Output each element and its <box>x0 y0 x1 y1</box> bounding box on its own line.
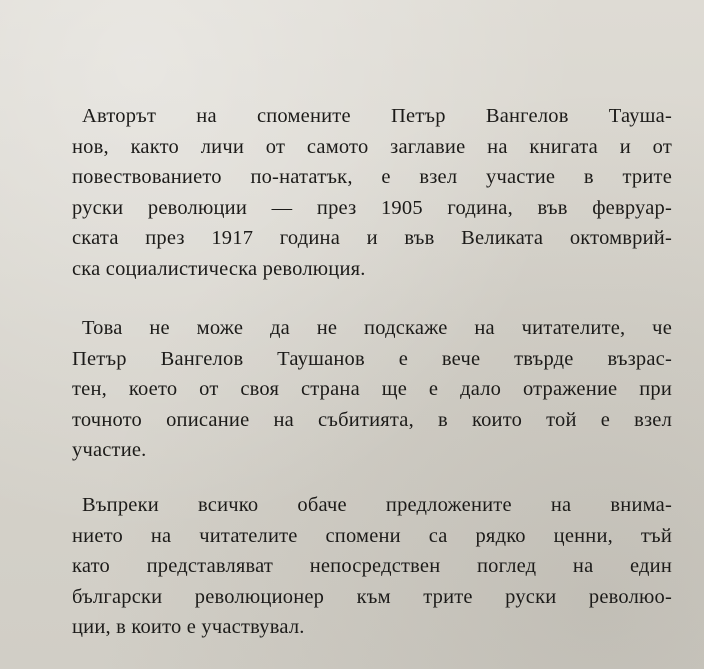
text-line: Това не може да не подскаже на читателите, че <box>82 317 672 339</box>
paragraph-2 <box>72 313 672 466</box>
text-line: български революционер към трите руски революо- <box>72 585 672 608</box>
paragraph-3 <box>72 490 672 643</box>
text-line: ции, в които е участвувал. <box>72 616 305 638</box>
text-line: ската през 1917 година и във Великата октомврий- <box>72 227 672 249</box>
text-line: Въпреки всичко обаче предложените на внима- <box>82 494 672 516</box>
text-line: Авторът на спомените Петър Вангелов Тауша- <box>82 105 672 127</box>
text-line: като представляват непосредствен поглед на един <box>72 555 672 577</box>
text-line: тен, което от своя страна ще е дало отражение при <box>72 378 672 400</box>
text-line: нието на читателите спомени са рядко ценни, тъй <box>72 524 672 547</box>
text-line: точното описание на събитията, в които той е взел <box>72 408 672 431</box>
paragraph-1 <box>72 101 672 284</box>
text-line: руски революции — през 1905 година, във февруар- <box>72 196 672 219</box>
text-line: повествованието по-нататък, е взел участие в трите <box>72 166 672 188</box>
text-line: нов, както личи от самото заглавие на книгата и от <box>72 135 672 158</box>
text-line: участие. <box>72 439 147 461</box>
text-line: ска социалистическа революция. <box>72 257 366 280</box>
text-line: Петър Вангелов Таушанов е вече твърде възрас- <box>72 347 672 370</box>
